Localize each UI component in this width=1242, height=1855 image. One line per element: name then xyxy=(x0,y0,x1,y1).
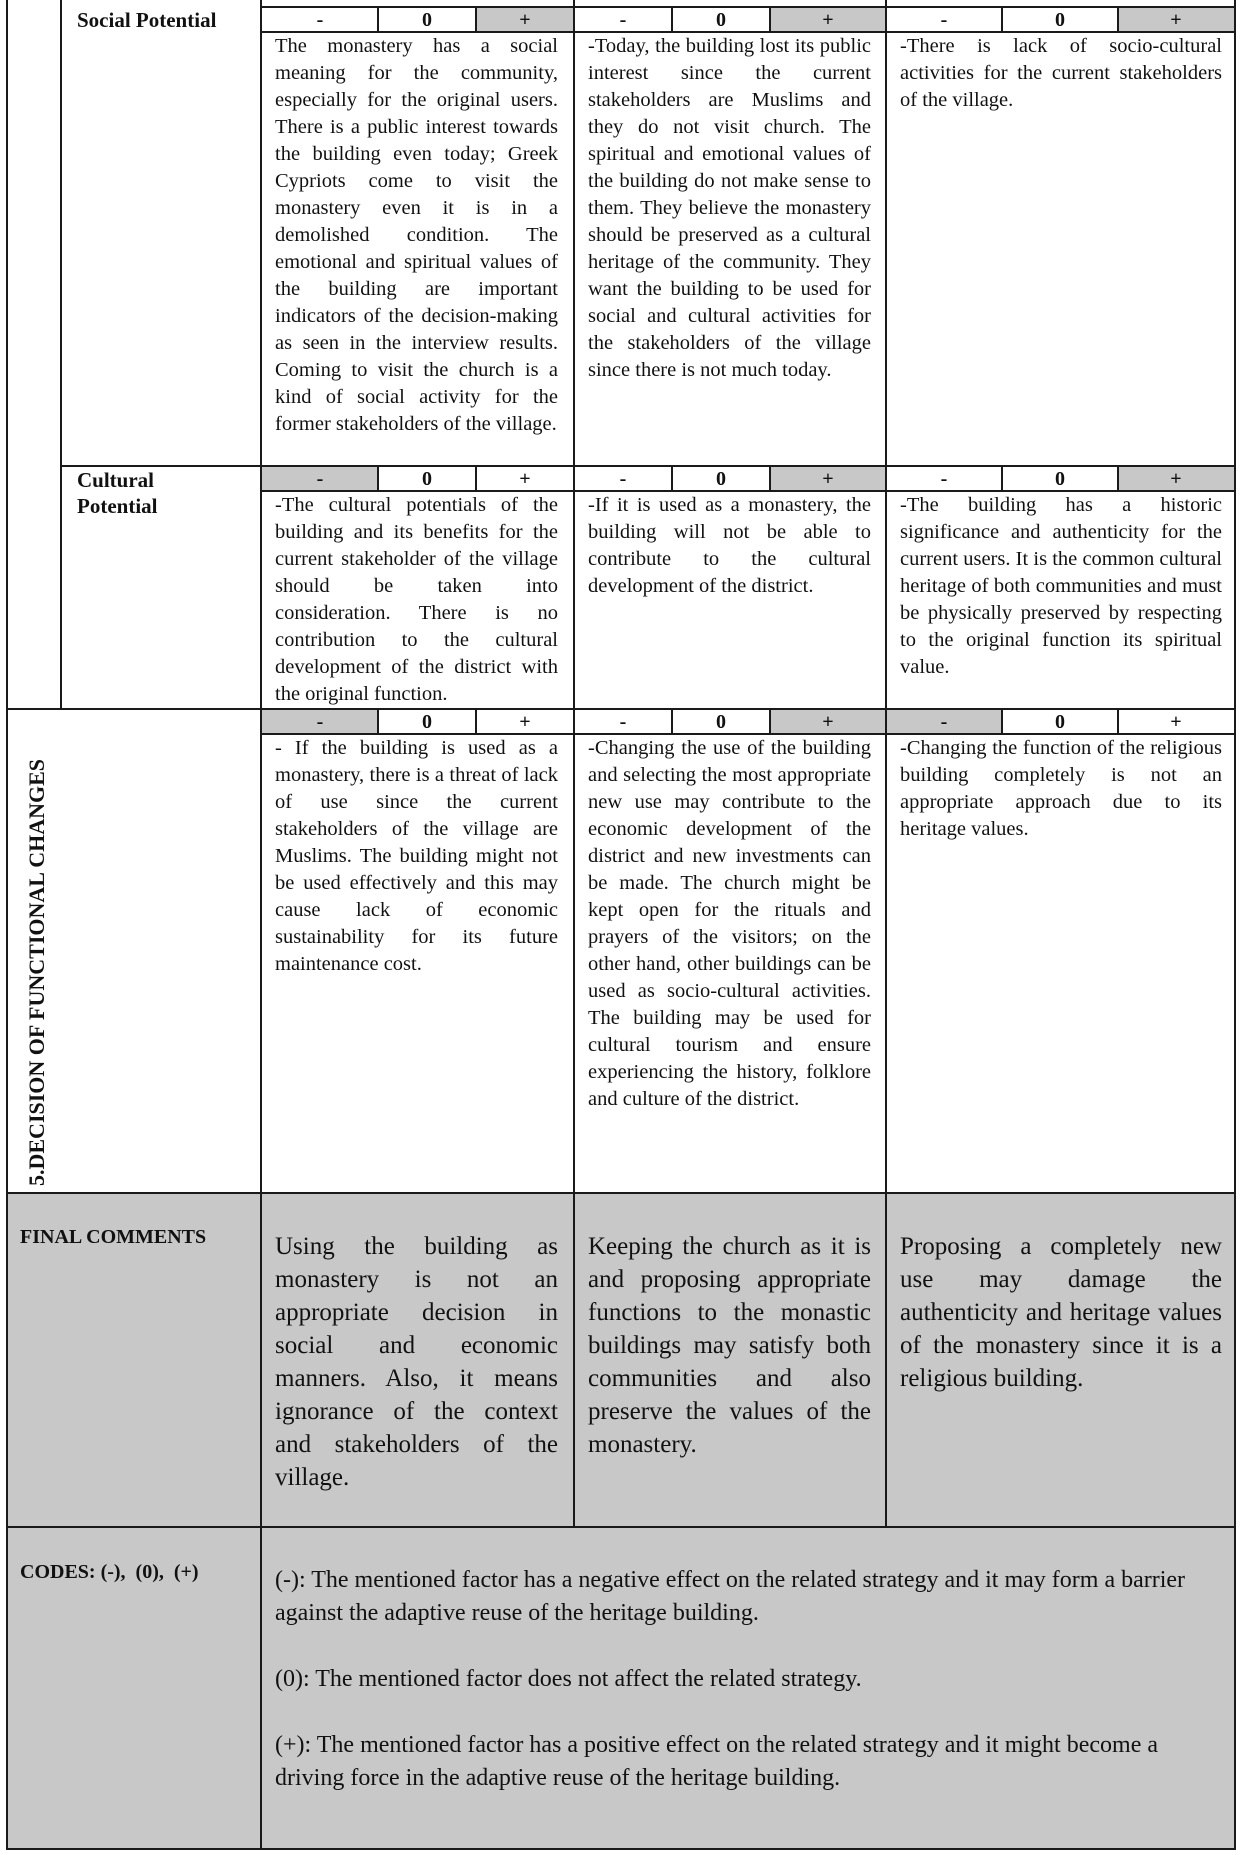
grid-line xyxy=(6,1192,1236,1194)
grid-line xyxy=(671,6,673,33)
code-plus: + xyxy=(519,9,531,31)
code-minus: - xyxy=(619,468,627,490)
code-zero: 0 xyxy=(422,711,432,733)
code-zero: 0 xyxy=(1055,468,1065,490)
decision-cell-col1: - If the building is used as a monastery, there is a threat of lack of use since the current stakeholders of the village are Muslims. The building might not be used effectively and this may cause lack of economic sustainability for its future maintenance cost. xyxy=(275,737,558,975)
code-minus: - xyxy=(940,711,948,733)
grid-line xyxy=(1001,708,1003,735)
grid-line xyxy=(1001,465,1003,492)
code-minus: - xyxy=(940,468,948,490)
grid-line xyxy=(261,490,1236,492)
code-plus: + xyxy=(1170,9,1182,31)
code-minus: - xyxy=(316,9,324,31)
row-label-social: Social Potential xyxy=(77,8,217,32)
grid-line xyxy=(671,465,673,492)
grid-line xyxy=(60,465,1236,467)
grid-line xyxy=(6,708,1236,710)
code-plus: + xyxy=(822,9,834,31)
code-plus: + xyxy=(1170,468,1182,490)
code-zero: 0 xyxy=(716,9,726,31)
grid-line xyxy=(1117,465,1119,492)
cultural-cell-col3: -The building has a historic significance and authenticity for the current users. It is the common cultural heritage of both communities and must be physically preserved by respecting to the original function its spiritual value. xyxy=(900,494,1222,678)
code-plus: + xyxy=(519,468,531,490)
final-comments-label: FINAL COMMENTS xyxy=(20,1226,207,1248)
grid-line xyxy=(60,0,62,710)
grid-line xyxy=(260,0,262,1850)
code-minus: - xyxy=(619,9,627,31)
code-neutral-definition: (0): The mentioned factor does not affect the related strategy. xyxy=(275,1666,862,1692)
grid-line xyxy=(377,708,379,735)
code-plus: + xyxy=(1170,711,1182,733)
grid-line xyxy=(573,0,575,1528)
cultural-cell-col2: -If it is used as a monastery, the building will not be able to contribute to the cultural development of the district. xyxy=(588,494,871,597)
code-negative-definition: (-): The mentioned factor has a negative effect on the related strategy and it may form a barrier against the adaptive reuse of the heritage building. xyxy=(275,1567,1186,1626)
decision-cell-col2: -Changing the use of the building and selecting the most appropriate new use may contribute to the economic development of the district and new investments can be made. The church might be kept open for the rituals and prayers of the visitors; on the other hand, other buildings can be used as socio-cultural activities. The building may be used for cultural tourism and ensure experiencing the history, folklore and culture of the district. xyxy=(588,737,871,1110)
grid-line xyxy=(769,708,771,735)
code-zero: 0 xyxy=(422,468,432,490)
social-cell-col3: -There is lack of socio-cultural activities for the current stakeholders of the village. xyxy=(900,35,1222,111)
grid-line xyxy=(475,6,477,33)
code-plus: + xyxy=(519,711,531,733)
grid-line xyxy=(6,1848,1236,1850)
grid-line xyxy=(261,733,1236,735)
code-plus: + xyxy=(822,468,834,490)
grid-line xyxy=(377,465,379,492)
social-cell-col2: -Today, the building lost its public interest since the current stakeholders are Muslims and they do not visit church. The spiritual and emotional values of the building do not make sense to them. They believe the monastery should be preserved as a cultural heritage of the community. They want the building to be used for social and cultural activities for the stakeholders of the village since there is not much today. xyxy=(588,35,871,381)
codes-legend xyxy=(275,1564,1230,1828)
social-cell-col1: The monastery has a social meaning for the community, especially for the original users. There is a public interest towards the building even today; Greek Cypriots come to visit the monastery even it is in a demolished condition. The emotional and spiritual values of the building are important indicators of the decision-making as seen in the interview results. Coming to visit the church is a kind of social activity for the former stakeholders of the village. xyxy=(275,35,558,435)
grid-line xyxy=(6,1526,1236,1528)
grid-line xyxy=(1001,6,1003,33)
grid-line xyxy=(885,0,887,1528)
final-comment-col2: Keeping the church as it is and proposing appropriate functions to the monastic buildings may satisfy both communities and also preserve the values of the monastery. xyxy=(588,1233,871,1458)
section-label-decision: 5.DECISION OF FUNCTIONAL CHANGES xyxy=(24,758,49,1186)
grid-line xyxy=(1234,0,1236,1850)
codes-label: CODES: (-), (0), (+) xyxy=(20,1561,199,1583)
code-positive-definition: (+): The mentioned factor has a positive effect on the related strategy and it might become a driving force in the adaptive reuse of the heritage building. xyxy=(275,1732,1158,1791)
code-plus: + xyxy=(822,711,834,733)
code-minus: - xyxy=(316,711,324,733)
row-label-cultural: Cultural Potential xyxy=(77,468,158,518)
decision-cell-col3: -Changing the function of the religious building completely is not an appropriate approach due to its heritage values. xyxy=(900,737,1222,840)
grid-line xyxy=(6,0,8,1850)
code-zero: 0 xyxy=(1055,9,1065,31)
grid-line xyxy=(769,465,771,492)
grid-line xyxy=(671,708,673,735)
grid-line xyxy=(1117,708,1119,735)
code-minus: - xyxy=(940,9,948,31)
code-zero: 0 xyxy=(422,9,432,31)
grid-line xyxy=(377,6,379,33)
code-zero: 0 xyxy=(716,468,726,490)
grid-line xyxy=(261,31,1236,33)
code-minus: - xyxy=(316,468,324,490)
final-comment-col1: Using the building as monastery is not an appropriate decision in social and economic manners. Also, it means ignorance of the context and stakeholders of the village. xyxy=(275,1233,558,1491)
code-zero: 0 xyxy=(1055,711,1065,733)
grid-line xyxy=(475,708,477,735)
code-zero: 0 xyxy=(716,711,726,733)
grid-line xyxy=(475,465,477,492)
cultural-cell-col1: -The cultural potentials of the building and its benefits for the current stakeholder of the village should be taken into consideration. There is no contribution to the cultural development of the district with the original function. xyxy=(275,494,558,705)
grid-line xyxy=(1117,6,1119,33)
grid-line xyxy=(769,6,771,33)
final-comment-col3: Proposing a completely new use may damage the authenticity and heritage values of the monastery since it is a religious building. xyxy=(900,1233,1222,1392)
grid-line xyxy=(261,6,1236,8)
code-minus: - xyxy=(619,711,627,733)
